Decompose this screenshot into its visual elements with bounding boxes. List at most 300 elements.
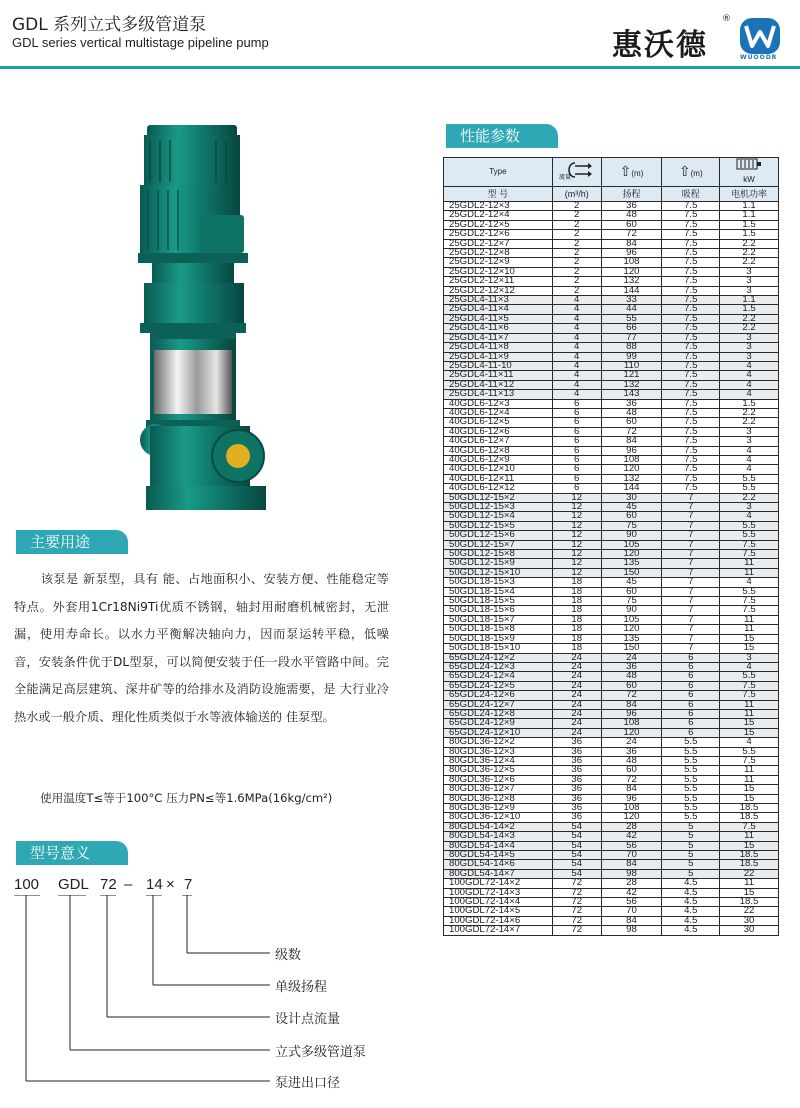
cell-model: 80GDL36-12×10 [444,813,553,822]
cell-head: 88 [601,343,662,352]
cell-power: 11 [720,568,779,577]
cell-suction: 6 [662,719,720,728]
cell-suction: 5.5 [662,766,720,775]
cell-power: 18.5 [720,898,779,907]
cell-power: 4 [720,455,779,464]
cell-flow: 12 [552,540,601,549]
cell-model: 80GDL36-12×7 [444,785,553,794]
cell-head: 60 [601,587,662,596]
cell-model: 40GDL6-12×11 [444,474,553,483]
header-divider [0,66,800,69]
cell-suction: 7 [662,521,720,530]
cell-head: 96 [601,709,662,718]
cell-suction: 7.5 [662,296,720,305]
cell-power: 4 [720,390,779,399]
cell-head: 42 [601,832,662,841]
cell-model: 25GDL4-11×13 [444,390,553,399]
cell-model: 80GDL36-12×5 [444,766,553,775]
cell-model: 50GDL18-15×9 [444,634,553,643]
cell-flow: 72 [552,926,601,935]
cell-model: 25GDL2-12×11 [444,277,553,286]
cell-head: 44 [601,305,662,314]
cell-suction: 5.5 [662,775,720,784]
cell-suction: 7.5 [662,455,720,464]
cell-head: 24 [601,738,662,747]
cell-head: 135 [601,634,662,643]
cell-power: 2.2 [720,324,779,333]
cell-power: 18.5 [720,804,779,813]
cell-model: 40GDL6-12×6 [444,427,553,436]
cell-model: 25GDL4-11×3 [444,296,553,305]
cell-model: 25GDL4-11×11 [444,371,553,380]
header-suction-unit: (m) [690,168,703,178]
model-code-caliber: 100 [14,876,40,893]
cell-model: 80GDL36-12×3 [444,747,553,756]
cell-head: 28 [601,879,662,888]
cell-flow: 72 [552,888,601,897]
cell-flow: 54 [552,822,601,831]
cell-head: 150 [601,568,662,577]
cell-head: 60 [601,512,662,521]
cell-head: 132 [601,380,662,389]
cell-suction: 7 [662,550,720,559]
cell-head: 48 [601,211,662,220]
cell-head: 150 [601,644,662,653]
flow-icon [559,159,595,181]
cell-power: 11 [720,709,779,718]
cell-flow: 4 [552,380,601,389]
cell-flow: 54 [552,851,601,860]
cell-head: 28 [601,822,662,831]
cell-flow: 2 [552,202,601,211]
cell-flow: 2 [552,220,601,229]
cell-flow: 24 [552,728,601,737]
cell-suction: 6 [662,709,720,718]
cell-flow: 18 [552,578,601,587]
header-flow-icon-cell [552,158,601,187]
cell-head: 66 [601,324,662,333]
cell-model: 40GDL6-12×7 [444,437,553,446]
cell-head: 108 [601,455,662,464]
cell-suction: 4.5 [662,888,720,897]
table-row [444,926,779,935]
cell-suction: 7.5 [662,286,720,295]
cell-suction: 4.5 [662,898,720,907]
cell-head: 75 [601,521,662,530]
cell-suction: 5.5 [662,738,720,747]
cell-model: 50GDL12-15×10 [444,568,553,577]
cell-model: 80GDL36-12×8 [444,794,553,803]
cell-head: 143 [601,390,662,399]
cell-head: 96 [601,794,662,803]
cell-suction: 7.5 [662,220,720,229]
cell-suction: 7 [662,493,720,502]
cell-flow: 54 [552,841,601,850]
cell-power: 15 [720,719,779,728]
cell-model: 50GDL18-15×7 [444,615,553,624]
cell-model: 50GDL18-15×6 [444,606,553,615]
cell-suction: 7.5 [662,343,720,352]
cell-model: 100GDL72-14×2 [444,879,553,888]
usage-paragraph [14,566,389,731]
cell-suction: 7 [662,512,720,521]
header-model: 型 号 [444,187,553,202]
cell-power: 18.5 [720,860,779,869]
cell-flow: 2 [552,239,601,248]
cell-model: 25GDL4-11×6 [444,324,553,333]
cell-power: 7.5 [720,756,779,765]
cell-suction: 7.5 [662,437,720,446]
cell-flow: 72 [552,916,601,925]
cell-head: 36 [601,747,662,756]
cell-model: 25GDL2-12×6 [444,230,553,239]
cell-head: 120 [601,813,662,822]
cell-model: 25GDL2-12×12 [444,286,553,295]
cell-suction: 5 [662,851,720,860]
cell-power: 3 [720,437,779,446]
cell-flow: 12 [552,503,601,512]
cell-flow: 6 [552,408,601,417]
cell-head: 72 [601,427,662,436]
cell-model: 100GDL72-14×7 [444,926,553,935]
cell-flow: 18 [552,625,601,634]
cell-model: 25GDL4-11×8 [444,343,553,352]
cell-model: 100GDL72-14×4 [444,898,553,907]
cell-model: 25GDL4-11-10 [444,361,553,370]
cell-head: 120 [601,625,662,634]
cell-model: 65GDL24-12×5 [444,681,553,690]
cell-suction: 5 [662,860,720,869]
cell-suction: 7.5 [662,361,720,370]
cell-flow: 36 [552,775,601,784]
cell-model: 65GDL24-12×7 [444,700,553,709]
cell-power: 2.2 [720,418,779,427]
cell-flow: 4 [552,314,601,323]
cell-suction: 7 [662,606,720,615]
cell-model: 50GDL12-15×7 [444,540,553,549]
cell-power: 3 [720,277,779,286]
cell-suction: 7.5 [662,239,720,248]
cell-model: 65GDL24-12×10 [444,728,553,737]
cell-head: 110 [601,361,662,370]
cell-suction: 7 [662,597,720,606]
registered-mark: ® [722,14,731,24]
cell-model: 25GDL2-12×3 [444,202,553,211]
cell-suction: 7 [662,559,720,568]
cell-model: 50GDL12-15×5 [444,521,553,530]
head-arrow-icon: ⇧ [619,162,632,179]
logo-text: WUOODR [740,54,778,61]
cell-power: 11 [720,879,779,888]
cell-power: 3 [720,267,779,276]
cell-suction: 5 [662,832,720,841]
cell-power: 7.5 [720,681,779,690]
cell-flow: 72 [552,879,601,888]
cell-suction: 4.5 [662,907,720,916]
cell-flow: 12 [552,493,601,502]
cell-model: 80GDL54-14×7 [444,869,553,878]
cell-flow: 12 [552,559,601,568]
cell-model: 50GDL12-15×4 [444,512,553,521]
cell-head: 72 [601,230,662,239]
cell-model: 40GDL6-12×10 [444,465,553,474]
cell-suction: 7 [662,634,720,643]
cell-flow: 72 [552,907,601,916]
cell-model: 80GDL36-12×2 [444,738,553,747]
cell-model: 50GDL12-15×9 [444,559,553,568]
cell-head: 98 [601,869,662,878]
header-suction-icon-cell [662,158,720,187]
cell-power: 15 [720,841,779,850]
cell-head: 56 [601,841,662,850]
cell-head: 108 [601,804,662,813]
cell-head: 30 [601,493,662,502]
cell-model: 50GDL18-15×10 [444,644,553,653]
header-power-icon-cell [720,158,779,187]
cell-power: 4 [720,380,779,389]
cell-model: 65GDL24-12×6 [444,691,553,700]
cell-model: 40GDL6-12×4 [444,408,553,417]
cell-suction: 7.5 [662,446,720,455]
cell-power: 5.5 [720,474,779,483]
model-label-stages: 级数 [275,948,302,963]
cell-power: 5.5 [720,521,779,530]
cell-head: 108 [601,258,662,267]
cell-flow: 4 [552,305,601,314]
cell-flow: 6 [552,465,601,474]
cell-suction: 6 [662,700,720,709]
cell-model: 40GDL6-12×3 [444,399,553,408]
cell-power: 11 [720,625,779,634]
header-head-unit: (m) [631,168,644,178]
cell-suction: 7 [662,625,720,634]
cell-head: 77 [601,333,662,342]
cell-head: 55 [601,314,662,323]
cell-flow: 54 [552,860,601,869]
cell-head: 121 [601,371,662,380]
cell-power: 15 [720,728,779,737]
cell-suction: 7 [662,531,720,540]
cell-flow: 2 [552,267,601,276]
cell-suction: 7.5 [662,380,720,389]
cell-flow: 4 [552,333,601,342]
cell-flow: 4 [552,352,601,361]
cell-flow: 24 [552,653,601,662]
cell-model: 65GDL24-12×3 [444,662,553,671]
cell-model: 65GDL24-12×9 [444,719,553,728]
cell-power: 1.5 [720,220,779,229]
cell-suction: 5 [662,869,720,878]
motor-icon [736,158,762,170]
cell-flow: 36 [552,747,601,756]
cell-flow: 6 [552,418,601,427]
cell-suction: 7.5 [662,202,720,211]
cell-suction: 7.5 [662,474,720,483]
cell-power: 2.2 [720,314,779,323]
cell-flow: 24 [552,700,601,709]
cell-flow: 6 [552,427,601,436]
cell-head: 84 [601,916,662,925]
cell-model: 40GDL6-12×5 [444,418,553,427]
cell-flow: 36 [552,804,601,813]
cell-head: 60 [601,766,662,775]
cell-head: 60 [601,418,662,427]
cell-power: 2.2 [720,249,779,258]
cell-power: 11 [720,766,779,775]
cell-model: 50GDL18-15×8 [444,625,553,634]
cell-model: 25GDL4-11×12 [444,380,553,389]
cell-model: 25GDL4-11×7 [444,333,553,342]
cell-model: 80GDL54-14×6 [444,860,553,869]
cell-flow: 18 [552,606,601,615]
cell-head: 36 [601,399,662,408]
flow-icon-label: 流量 [558,175,571,181]
cell-suction: 7.5 [662,230,720,239]
cell-power: 15 [720,634,779,643]
cell-head: 84 [601,700,662,709]
cell-suction: 4.5 [662,926,720,935]
cell-suction: 7.5 [662,408,720,417]
cell-flow: 4 [552,390,601,399]
header-power-name: 电机功率 [720,187,779,202]
cell-head: 60 [601,220,662,229]
suction-arrow-icon: ⇧ [678,162,691,179]
cell-suction: 7.5 [662,267,720,276]
cell-head: 135 [601,559,662,568]
cell-power: 4 [720,446,779,455]
cell-head: 48 [601,408,662,417]
cell-head: 84 [601,860,662,869]
cell-head: 132 [601,474,662,483]
cell-power: 1.1 [720,296,779,305]
cell-head: 45 [601,503,662,512]
cell-model: 80GDL36-12×9 [444,804,553,813]
header-flow-unit: (m³/h) [552,187,601,202]
cell-power: 5.5 [720,484,779,493]
model-label-caliber: 泵进出口径 [275,1076,341,1091]
cell-model: 25GDL2-12×7 [444,239,553,248]
cell-power: 4 [720,512,779,521]
cell-head: 120 [601,465,662,474]
cell-model: 25GDL4-11×9 [444,352,553,361]
cell-model: 25GDL2-12×9 [444,258,553,267]
cell-flow: 18 [552,634,601,643]
cell-head: 42 [601,888,662,897]
cell-suction: 5.5 [662,794,720,803]
model-code-times: × [166,876,175,893]
section-title-model-meaning: 型号意义 [16,841,128,865]
cell-power: 2.2 [720,408,779,417]
cell-power: 15 [720,785,779,794]
cell-head: 120 [601,550,662,559]
cell-flow: 6 [552,446,601,455]
cell-suction: 7.5 [662,484,720,493]
usage-text: 该泵是 新泵型，具有 能、占地面积小、安装方便、性能稳定等特点。外套用1Cr18Ni9Ti优质不锈钢，轴封用耐磨机械密封，无泄漏，使用寿命长。以水力平衡解决轴向力，因而泵运转平稳，低噪音，安装条件优于DL型泵，可以简便安装于任一段水平管路中间。完全能满足高层建筑、深井矿等的给排水及消防设施需要，是 大行业冷热水或一般介质、理化性质类似于水等液体输送的 佳泵型。 [14,572,389,724]
performance-table-body [444,202,779,936]
cell-model: 25GDL2-12×10 [444,267,553,276]
header-type: Type [444,158,553,187]
cell-flow: 24 [552,691,601,700]
cell-model: 65GDL24-12×8 [444,709,553,718]
cell-head: 36 [601,202,662,211]
cell-head: 120 [601,728,662,737]
cell-suction: 7 [662,503,720,512]
cell-flow: 36 [552,738,601,747]
cell-suction: 4.5 [662,916,720,925]
cell-head: 90 [601,531,662,540]
cell-head: 60 [601,681,662,690]
header-title-en: GDL series vertical multistage pipeline pump [12,35,269,50]
cell-suction: 6 [662,653,720,662]
cell-power: 4 [720,662,779,671]
cell-flow: 12 [552,531,601,540]
cell-model: 25GDL2-12×8 [444,249,553,258]
pump-image [130,120,290,515]
cell-flow: 12 [552,550,601,559]
cell-suction: 7.5 [662,399,720,408]
cell-head: 70 [601,907,662,916]
table-header-row-1 [444,158,779,187]
cell-suction: 7.5 [662,465,720,474]
cell-model: 80GDL36-12×4 [444,756,553,765]
cell-suction: 7.5 [662,418,720,427]
section-title-performance: 性能参数 [446,124,558,148]
cell-model: 50GDL12-15×3 [444,503,553,512]
cell-flow: 2 [552,211,601,220]
cell-model: 80GDL54-14×3 [444,832,553,841]
cell-head: 144 [601,286,662,295]
cell-suction: 7.5 [662,427,720,436]
cell-head: 33 [601,296,662,305]
cell-power: 3 [720,503,779,512]
cell-power: 4 [720,738,779,747]
cell-suction: 4.5 [662,879,720,888]
cell-power: 2.2 [720,239,779,248]
cell-model: 50GDL12-15×2 [444,493,553,502]
cell-power: 1.5 [720,230,779,239]
cell-power: 11 [720,700,779,709]
cell-suction: 7.5 [662,249,720,258]
cell-suction: 7 [662,578,720,587]
cell-head: 144 [601,484,662,493]
cell-suction: 7.5 [662,314,720,323]
cell-model: 25GDL4-11×5 [444,314,553,323]
cell-suction: 7.5 [662,211,720,220]
cell-head: 75 [601,597,662,606]
cell-model: 80GDL54-14×4 [444,841,553,850]
cell-flow: 4 [552,296,601,305]
cell-suction: 7.5 [662,324,720,333]
cell-model: 50GDL12-15×8 [444,550,553,559]
cell-power: 11 [720,559,779,568]
model-label-design-flow: 设计点流量 [275,1012,341,1027]
cell-flow: 36 [552,785,601,794]
cell-head: 84 [601,785,662,794]
cell-power: 3 [720,343,779,352]
cell-power: 15 [720,644,779,653]
cell-power: 5.5 [720,672,779,681]
cell-flow: 36 [552,756,601,765]
cell-flow: 24 [552,681,601,690]
cell-flow: 18 [552,597,601,606]
cell-head: 24 [601,653,662,662]
cell-head: 72 [601,775,662,784]
cell-head: 84 [601,239,662,248]
cell-power: 2.2 [720,258,779,267]
cell-power: 5.5 [720,531,779,540]
cell-model: 25GDL2-12×4 [444,211,553,220]
cell-model: 80GDL54-14×5 [444,851,553,860]
